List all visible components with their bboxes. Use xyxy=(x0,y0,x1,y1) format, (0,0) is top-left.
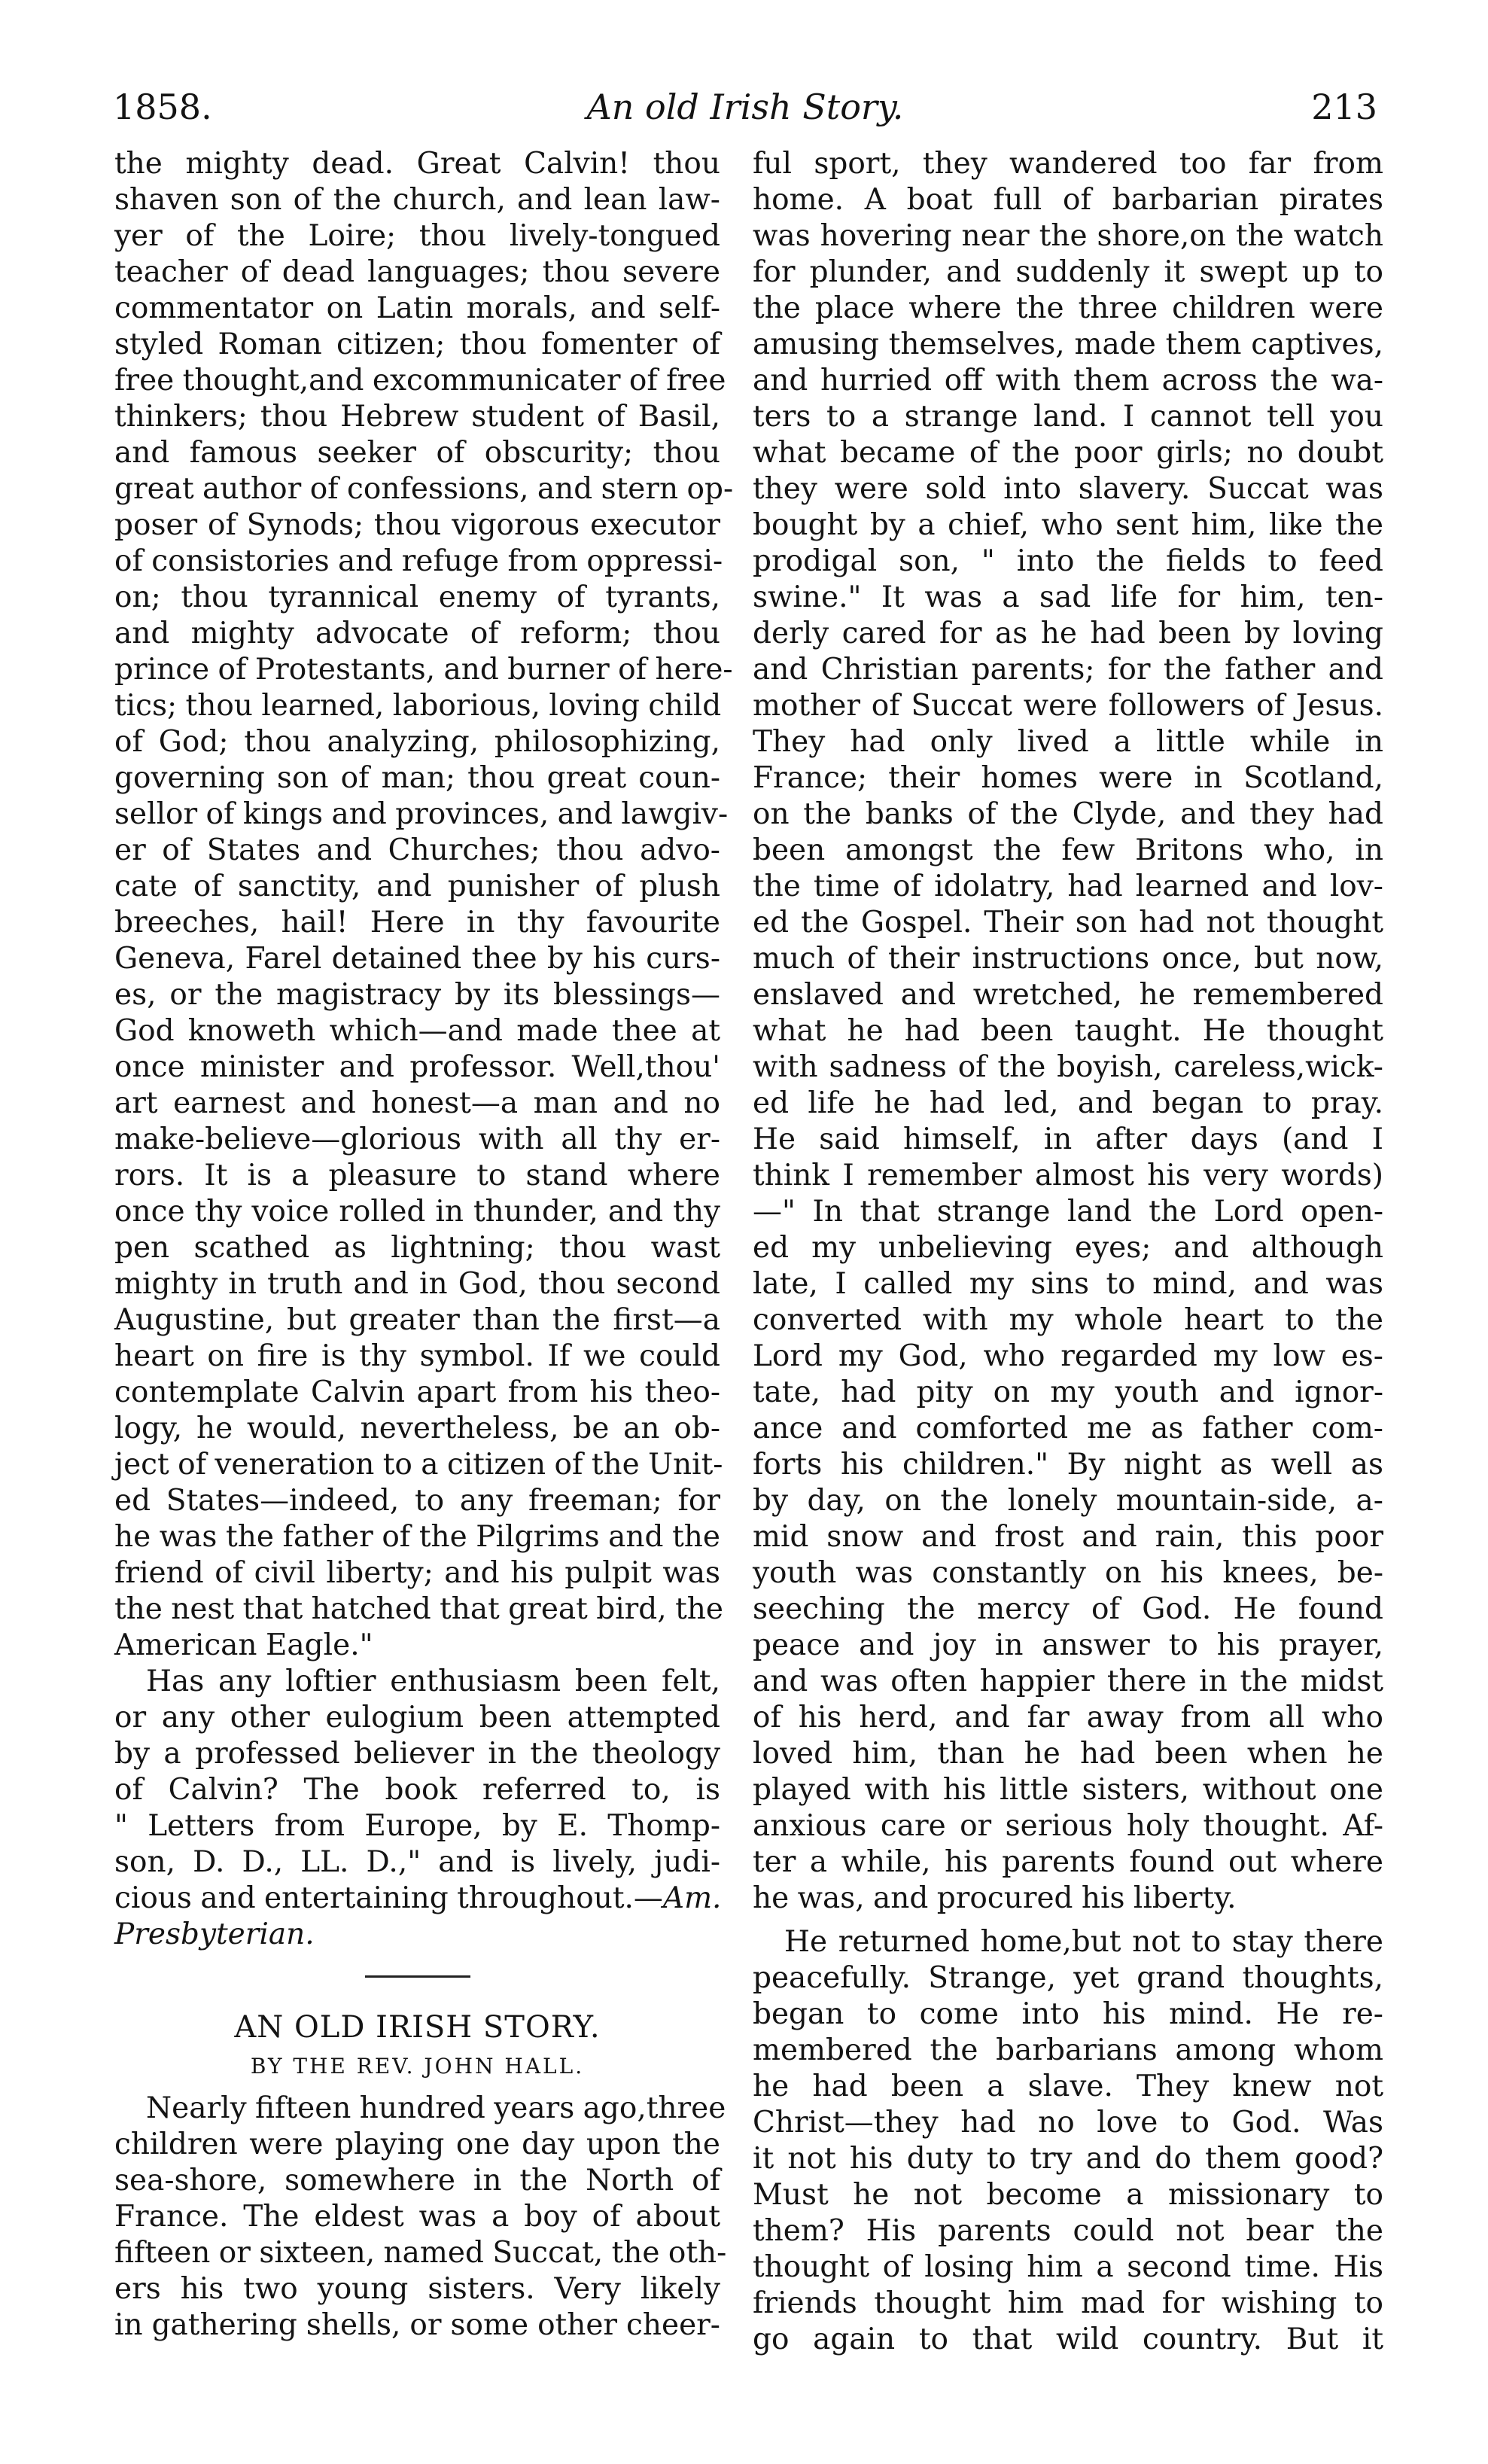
text-line: by day, on the lonely mountain-side, a- xyxy=(753,1484,1383,1518)
text-line: peacefully. Strange, yet grand thoughts, xyxy=(753,1961,1383,1995)
text-line: ed the Gospel. Their son had not thought xyxy=(753,906,1383,940)
text-line: friend of civil liberty; and his pulpit was xyxy=(114,1556,720,1590)
text-line: er of States and Churches; thou advo- xyxy=(114,833,720,867)
text-line: of his herd, and far away from all who xyxy=(753,1701,1383,1735)
text-line: ed States—indeed, to any freeman; for xyxy=(114,1484,720,1518)
text-line: ful sport, they wandered too far from xyxy=(753,147,1383,181)
running-head-year: 1858. xyxy=(113,87,212,127)
text-line: the mighty dead. Great Calvin! thou xyxy=(114,147,720,181)
text-line: of God; thou analyzing, philosophizing, xyxy=(114,725,720,759)
right-column xyxy=(753,146,1383,2358)
text-line: Geneva, Farel detained thee by his curs- xyxy=(114,942,720,976)
running-head xyxy=(113,84,1377,137)
text-line: swine." It was a sad life for him, ten- xyxy=(753,580,1383,614)
text-line: loved him, than he had been when he xyxy=(753,1737,1383,1771)
text-line: began to come into his mind. He re- xyxy=(753,1997,1383,2031)
section-divider xyxy=(365,1975,470,1978)
text-line: by a professed believer in the theology xyxy=(114,1737,720,1771)
text-line: fifteen or sixteen, named Succat, the oth- xyxy=(114,2236,727,2270)
text-line: or any other eulogium been attempted xyxy=(114,1701,720,1735)
text-line: God knoweth which—and made thee at xyxy=(114,1014,720,1048)
text-line: —" In that strange land the Lord open- xyxy=(753,1195,1383,1229)
text-line: They had only lived a little while in xyxy=(753,725,1383,759)
text-line: son, D. D., LL. D.," and is lively, judi- xyxy=(114,1845,720,1879)
text-line: thinkers; thou Hebrew student of Basil, xyxy=(114,400,720,434)
text-line: " Letters from Europe, by E. Thomp- xyxy=(114,1809,720,1843)
page-number: 213 xyxy=(1311,87,1377,127)
text-line: shaven son of the church, and lean law- xyxy=(114,183,720,217)
text-line: children were playing one day upon the xyxy=(114,2127,720,2161)
text-line: what became of the poor girls; no doubt xyxy=(753,436,1383,470)
text-line xyxy=(114,1881,720,1917)
text-line: seeching the mercy of God. He found xyxy=(753,1592,1383,1626)
text-line: He returned home,but not to stay there xyxy=(784,1925,1383,1959)
text-line: and famous seeker of obscurity; thou xyxy=(114,436,720,470)
text-line: teacher of dead languages; thou severe xyxy=(114,255,720,289)
text-line: commentator on Latin morals, and self- xyxy=(114,291,720,325)
text-line: ance and comforted me as father com- xyxy=(753,1412,1383,1445)
text-line: forts his children." By night as well as xyxy=(753,1448,1383,1482)
text-line: of consistories and refuge from oppressi- xyxy=(114,544,723,578)
text-line: ject of veneration to a citizen of the Unit- xyxy=(114,1448,723,1482)
text-line: converted with my whole heart to the xyxy=(753,1303,1383,1337)
text-line: peace and joy in answer to his prayer, xyxy=(753,1628,1383,1662)
text-line: yer of the Loire; thou lively-tongued xyxy=(114,219,720,253)
text-line: and Christian parents; for the father and xyxy=(753,653,1383,687)
article-title: AN OLD IRISH STORY. xyxy=(234,2010,601,2045)
text-line: Nearly fifteen hundred years ago,three xyxy=(146,2091,726,2125)
text-line: it not his duty to try and do them good? xyxy=(753,2142,1383,2176)
text-line: much of their instructions once, but now, xyxy=(753,942,1383,976)
text-line: logy, he would, nevertheless, be an ob- xyxy=(114,1412,720,1445)
text-line: governing son of man; thou great coun- xyxy=(114,761,720,795)
text-line: Lord my God, who regarded my low es- xyxy=(753,1339,1383,1373)
text-line: He said himself, in after days (and I xyxy=(753,1122,1383,1156)
text-line: France. The eldest was a boy of about xyxy=(114,2200,720,2234)
text-line: for plunder, and suddenly it swept up to xyxy=(753,255,1383,289)
text-line: mid snow and frost and rain, this poor xyxy=(753,1520,1383,1554)
text-line: the place where the three children were xyxy=(753,291,1383,325)
text-line-content: cious and entertaining throughout.— xyxy=(114,1881,663,1915)
text-line: been amongst the few Britons who, in xyxy=(753,833,1383,867)
source-line: Presbyterian. xyxy=(114,1917,315,1951)
text-line: great author of confessions, and stern op- xyxy=(114,472,734,506)
story-opening xyxy=(114,2091,727,2344)
text-line: membered the barbarians among whom xyxy=(753,2033,1383,2067)
text-line: them? His parents could not bear the xyxy=(753,2214,1383,2248)
text-line: thought of losing him a second time. His xyxy=(753,2250,1383,2284)
text-line: the nest that hatched that great bird, the xyxy=(114,1592,723,1626)
text-line: ers his two young sisters. Very likely xyxy=(114,2272,720,2306)
text-line: bought by a chief, who sent him, like the xyxy=(753,508,1383,542)
text-line: tate, had pity on my youth and ignor- xyxy=(753,1375,1383,1409)
text-line: and mighty advocate of reform; thou xyxy=(114,617,720,650)
text-line: and hurried off with them across the wa- xyxy=(753,364,1383,397)
text-line: anxious care or serious holy thought. Af- xyxy=(753,1809,1383,1843)
text-line: ed life he had led, and began to pray. xyxy=(753,1086,1383,1120)
text-line: Must he not become a missionary to xyxy=(753,2178,1383,2212)
text-line: free thought,and excommunicater of free xyxy=(114,364,726,397)
text-line: late, I called my sins to mind, and was xyxy=(753,1267,1383,1301)
text-line: think I remember almost his very words) xyxy=(753,1159,1383,1192)
text-line: youth was constantly on his knees, be- xyxy=(753,1556,1383,1590)
text-line: mighty in truth and in God, thou second xyxy=(114,1267,720,1301)
text-line: in gathering shells, or some other cheer- xyxy=(114,2308,720,2342)
text-line: ter a while, his parents found out where xyxy=(753,1845,1383,1879)
text-line: poser of Synods; thou vigorous executor xyxy=(114,508,720,542)
text-line: home. A boat full of barbarian pirates xyxy=(753,183,1383,217)
text-line: friends thought him mad for wishing to xyxy=(753,2286,1383,2320)
text-line: prodigal son, " into the fields to feed xyxy=(753,544,1383,578)
story-paragraph-1 xyxy=(753,146,1383,1917)
text-line: amusing themselves, made them captives, xyxy=(753,327,1383,361)
source-abbrev: Am. xyxy=(662,1881,722,1915)
source-attribution xyxy=(114,1917,720,1953)
text-line: the time of idolatry, had learned and lov- xyxy=(753,870,1383,903)
left-column xyxy=(114,146,734,2344)
text-line: rors. It is a pleasure to stand where xyxy=(114,1159,720,1192)
text-line: ed my unbelieving eyes; and although xyxy=(753,1231,1383,1265)
editorial-comment xyxy=(114,1664,720,1917)
text-line: played with his little sisters, without one xyxy=(753,1773,1383,1807)
text-line: he had been a slave. They knew not xyxy=(753,2070,1383,2103)
calvin-quote xyxy=(114,146,734,1664)
text-line: Christ—they had no love to God. Was xyxy=(753,2106,1383,2140)
text-line: contemplate Calvin apart from his theo- xyxy=(114,1375,720,1409)
text-line: go again to that wild country. But it xyxy=(753,2322,1383,2356)
article-byline: BY THE REV. JOHN HALL. xyxy=(250,2054,585,2079)
text-line: mother of Succat were followers of Jesus. xyxy=(753,689,1383,723)
text-line: pen scathed as lightning; thou wast xyxy=(114,1231,720,1265)
text-line: Has any loftier enthusiasm been felt, xyxy=(146,1664,720,1698)
text-line: cate of sanctity, and punisher of plush xyxy=(114,870,720,903)
text-line: he was the father of the Pilgrims and the xyxy=(114,1520,720,1554)
text-line: was hovering near the shore,on the watch xyxy=(753,219,1383,253)
text-line: enslaved and wretched, he remembered xyxy=(753,978,1383,1012)
text-line: once minister and professor. Well,thou' xyxy=(114,1050,720,1084)
text-line: with sadness of the boyish, careless,wick- xyxy=(753,1050,1383,1084)
running-head-title: An old Irish Story. xyxy=(586,87,904,127)
text-line: Augustine, but greater than the first—a xyxy=(114,1303,720,1337)
text-line: ters to a strange land. I cannot tell you xyxy=(753,400,1383,434)
text-line: derly cared for as he had been by loving xyxy=(753,617,1383,650)
text-line: tics; thou learned, laborious, loving child xyxy=(114,689,722,723)
text-line: he was, and procured his liberty. xyxy=(753,1881,1237,1915)
text-line: heart on fire is thy symbol. If we could xyxy=(114,1339,720,1373)
text-line: of Calvin? The book referred to, is xyxy=(114,1773,720,1807)
text-line: on; thou tyrannical enemy of tyrants, xyxy=(114,580,720,614)
text-line: make-believe—glorious with all thy er- xyxy=(114,1122,720,1156)
text-line: prince of Protestants, and burner of here- xyxy=(114,653,733,687)
text-line: American Eagle." xyxy=(114,1628,373,1662)
text-line: once thy voice rolled in thunder, and thy xyxy=(114,1195,720,1229)
text-line: they were sold into slavery. Succat was xyxy=(753,472,1383,506)
text-line: es, or the magistracy by its blessings— xyxy=(114,978,720,1012)
text-line: sea-shore, somewhere in the North of xyxy=(114,2164,720,2197)
text-line: France; their homes were in Scotland, xyxy=(753,761,1383,795)
text-line: styled Roman citizen; thou fomenter of xyxy=(114,327,720,361)
text-line: art earnest and honest—a man and no xyxy=(114,1086,720,1120)
text-line: sellor of kings and provinces, and lawgiv- xyxy=(114,797,729,831)
text-line: and was often happier there in the midst xyxy=(753,1664,1383,1698)
text-line: what he had been taught. He thought xyxy=(753,1014,1383,1048)
story-paragraph-2 xyxy=(753,1924,1383,2358)
text-line: on the banks of the Clyde, and they had xyxy=(753,797,1383,831)
text-line: breeches, hail! Here in thy favourite xyxy=(114,906,720,940)
